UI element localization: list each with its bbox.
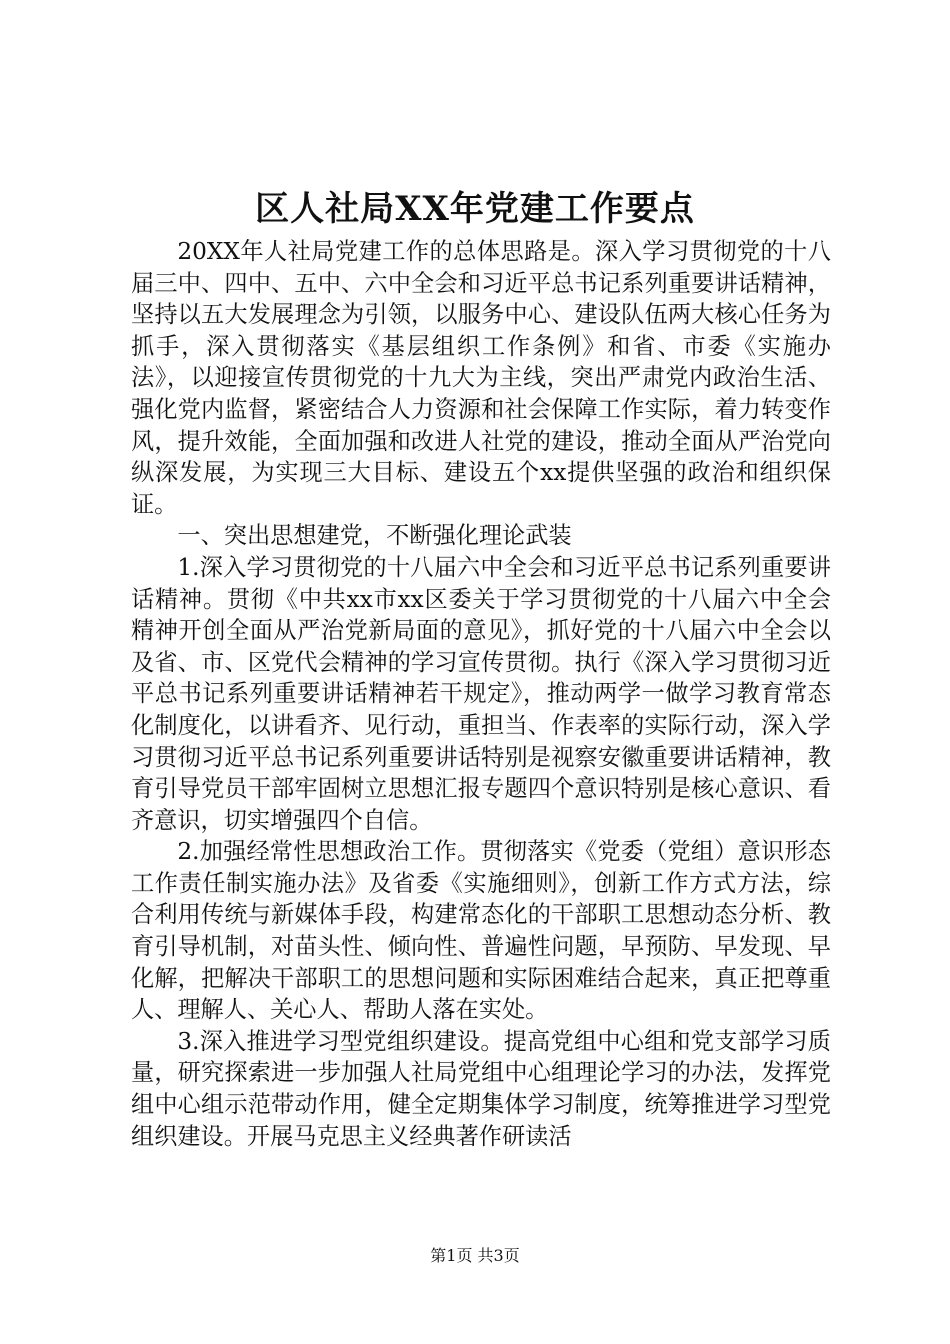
paragraph-intro: 20XX年人社局党建工作的总体思路是。深入学习贯彻党的十八届三中、四中、五中、六中全会和习近平总书记系列重要讲话精神，坚持以五大发展理念为引领，以服务中心、建设队伍两大核心任务为抓手，深入贯彻落实《基层组织工作条例》和省、市委《实施办法》，以迎接宣传贯彻党的十九大为主线，突出严肃党内政治生活、强化党内监督，紧密结合人力资源和社会保障工作实际，着力转变作风，提升效能，全面加强和改进人社党的建设，推动全面从严治党向纵深发展，为实现三大目标、建设五个xx提供坚强的政治和组织保证。 <box>131 238 831 518</box>
document-title: 区人社局XX年党建工作要点 <box>255 189 695 229</box>
section-heading-1: 一、突出思想建党，不断强化理论武装 <box>177 522 572 550</box>
paragraph-item-3: 3.深入推进学习型党组织建设。提高党组中心组和党支部学习质量，研究探索进一步加强人社局党组中心组理论学习的办法，发挥党组中心组示范带动作用，健全定期集体学习制度，统筹推进学习型党组织建设。开展马克思主义经典著作研读活 <box>131 1027 831 1150</box>
paragraph-item-2: 2.加强经常性思想政治工作。贯彻落实《党委（党组）意识形态工作责任制实施办法》及省委《实施细则》，创新工作方式方法，综合利用传统与新媒体手段，构建常态化的干部职工思想动态分析、教育引导机制，对苗头性、倾向性、普遍性问题，早预防、早发现、早化解，把解决干部职工的思想问题和实际困难结合起来，真正把尊重人、理解人、关心人、帮助人落在实处。 <box>131 838 831 1024</box>
paragraph-item-1: 1.深入学习贯彻党的十八届六中全会和习近平总书记系列重要讲话精神。贯彻《中共xx市xx区委关于学习贯彻党的十八届六中全会精神开创全面从严治党新局面的意见》，抓好党的十八届六中全会以及省、市、区党代会精神的学习宣传贯彻。执行《深入学习贯彻习近平总书记系列重要讲话精神若干规定》，推动两学一做学习教育常态化制度化，以讲看齐、见行动，重担当、作表率的实际行动，深入学习贯彻习近平总书记系列重要讲话特别是视察安徽重要讲话精神，教育引导党员干部牢固树立思想汇报专题四个意识特别是核心意识、看齐意识，切实增强四个自信。 <box>131 553 831 834</box>
document-body <box>131 236 831 1152</box>
page-number-footer: 第1页 共3页 <box>430 1246 520 1265</box>
